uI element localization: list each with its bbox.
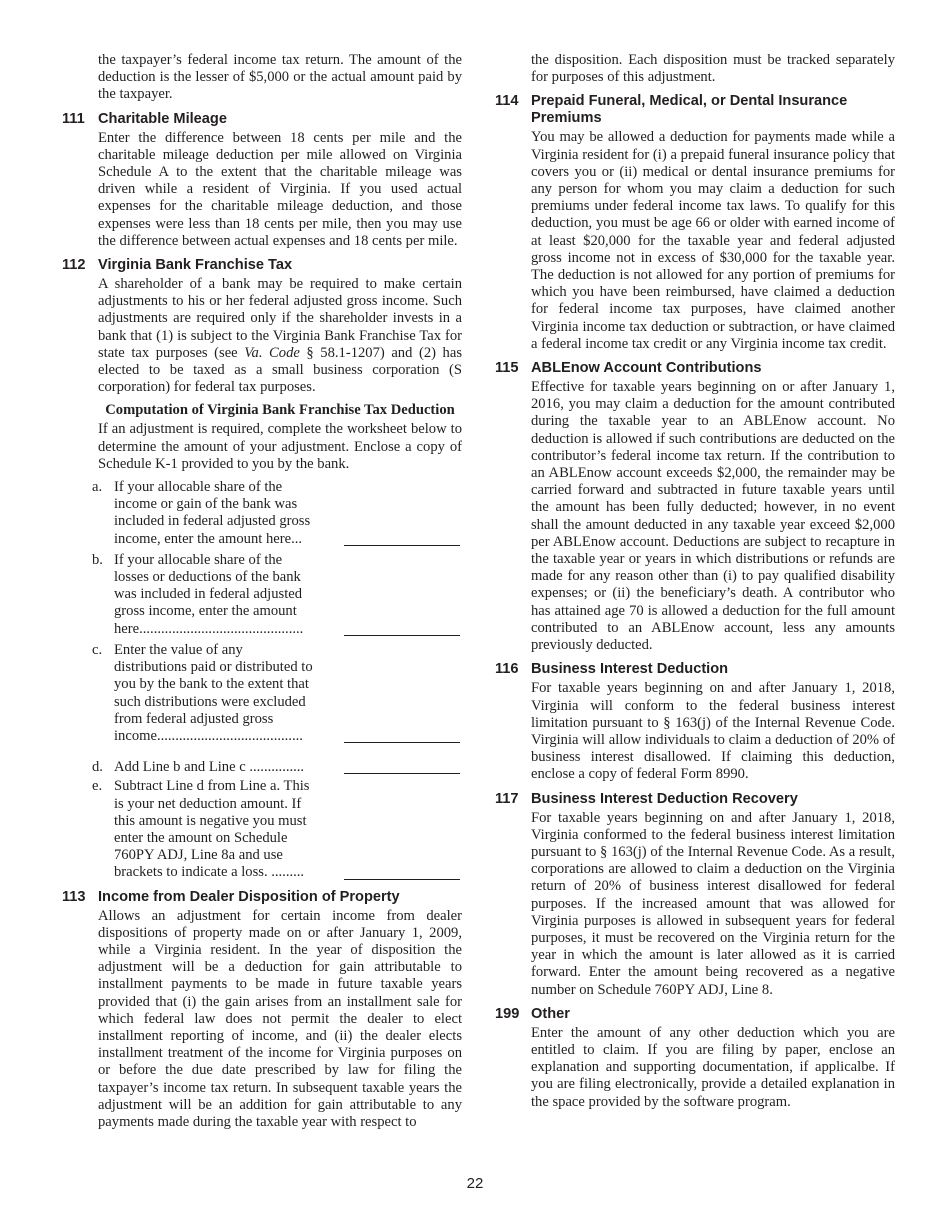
section-title: Virginia Bank Franchise Tax: [98, 257, 293, 274]
continued-paragraph: the taxpayer’s federal income tax return. The amount of the deduction is the lesser of $5,000 or the actual amount paid by the taxpayer.: [98, 52, 462, 103]
right-column: [495, 52, 895, 1111]
amount-entry-line[interactable]: [344, 545, 460, 546]
section-title: Charitable Mileage: [98, 110, 227, 127]
line-text: Enter the value of any distributions paid or distributed to you by the bank to the extent that such distributions were excluded from federal adjusted gross income........................................: [114, 641, 313, 744]
amount-entry-line[interactable]: [344, 635, 460, 636]
amount-entry-line[interactable]: [344, 773, 460, 774]
line-text: If your allocable share of the income or gain of the bank was included in federal adjusted gross income, enter the amount here...: [114, 479, 311, 547]
section-number: 112: [62, 257, 86, 274]
line-letter: b.: [92, 551, 103, 568]
section-113-heading: [62, 889, 462, 906]
section-number: 114: [495, 93, 519, 110]
section-number: 113: [62, 888, 86, 905]
line-letter: e.: [92, 778, 103, 795]
worksheet-line-c: [92, 642, 462, 745]
worksheet-line-a: [92, 479, 462, 548]
section-112-heading: [62, 257, 462, 274]
body-text: A shareholder of a bank may be required to make certain adjustments to his or her federal adjusted gross income. Such adjustments are required only if the shareholder invests in a bank that (1) is subject to the Virginia Bank Franchise Tax for state tax purposes (see: [98, 276, 462, 361]
worksheet: [62, 479, 462, 881]
section-117-body: For taxable years beginning on and after January 1, 2018, Virginia conformed to the federal business interest limitation pursuant to § 163(j) of the Internal Revenue Code. As a result, corporations are allowed to claim a deduction on the Virginia return of 20% of business interest disallowed for federal purposes. If the increased amount that was allowed for Virginia purposes is allowed in subsequent years for federal purposes, it must be recovered on the Virginia return for the year in which the amount is later allowed as it is carried forward. Enter the amount being recovered as a negative number on Schedule 760PY ADJ, Line 8.: [531, 809, 895, 998]
section-116-heading: [495, 661, 895, 678]
section-112-body: [62, 276, 462, 396]
section-title: Other: [531, 1005, 570, 1022]
section-number: 199: [495, 1005, 520, 1022]
section-111-body: Enter the difference between 18 cents per mile and the charitable mileage deduction per mile allowed on Virginia Schedule A to the extent that the charitable mileage was driven while a resident of Virginia. If you used actual expenses for the charitable mileage deduction, and those expenses were less than 18 cents per mile, then you may use the difference between actual expenses and 18 cents per mile.: [98, 129, 462, 249]
line-text: Add Line b and Line c ...............: [114, 759, 305, 776]
section-title: ABLEnow Account Contributions: [531, 360, 762, 377]
section-number: 111: [62, 110, 85, 127]
worksheet-line-d: [92, 759, 462, 776]
worksheet-line-e: [92, 778, 462, 881]
section-199-body: Enter the amount of any other deduction which you are entitled to claim. If you are filing by paper, enclose an explanation and supporting documentation, if applicalbe. If you are filing electronically, provide a detailed explanation in the space provided by the software program.: [531, 1024, 895, 1110]
code-citation: Va. Code: [244, 344, 300, 361]
section-111-heading: [62, 111, 462, 128]
page-number: 22: [466, 1175, 484, 1192]
section-title: Prepaid Funeral, Medical, or Dental Insurance Premiums: [531, 93, 848, 127]
section-title: Business Interest Deduction: [531, 661, 729, 678]
line-letter: c.: [92, 641, 103, 658]
amount-entry-line[interactable]: [344, 879, 460, 880]
left-column: [62, 52, 462, 1131]
worksheet-line-b: [92, 552, 462, 638]
section-title: Income from Dealer Disposition of Property: [98, 888, 400, 905]
section-117-heading: [495, 791, 895, 808]
section-116-body: For taxable years beginning on and after January 1, 2018, Virginia will conform to the federal business interest limitation pursuant to § 163(j) of the Internal Revenue Code. Virginia will allow individuals to claim a deduction of 20% of business interest disallowed. If claiming this deduction, enclose a copy of federal Form 8990.: [531, 680, 895, 783]
section-number: 117: [495, 790, 519, 807]
line-text: Subtract Line d from Line a. This is your net deduction amount. If this amount is negative you must enter the amount on Schedule 760PY ADJ, Line 8a and use brackets to indicate a loss. .........: [114, 778, 310, 881]
section-115-body: Effective for taxable years beginning on or after January 1, 2016, you may claim a deduction for the amount contributed during the taxable year to an ABLEnow account. No deduction is allowed if such contributions are deducted on the contributor’s federal income tax return. If the contribution to an ABLEnow account exceeds $2,000, the remainder may be carried forward and subtracted in future taxable years until the amount has been fully deducted; however, in no event shall the amount deducted in any taxable year exceed $2,000 per ABLEnow account. Deductions are subject to recapture in the taxable year or years in which distributions or refunds are made for any reason other than (i) to pay qualified disability expenses; or (ii) the beneficiary’s death. A contributor who has attained age 70 is allowed a deduction for the full amount contributed to an ABLEnow account, less any amounts previously deducted.: [531, 379, 895, 654]
section-title: Business Interest Deduction Recovery: [531, 790, 798, 807]
section-114-body: You may be allowed a deduction for payments made while a Virginia resident for (i) a prepaid funeral insurance policy that covers you or (ii) medical or dental insurance premiums for any person for whom you may claim a deduction for such premiums under federal income tax laws. To qualify for this deduction, you must be age 66 or older with earned income of at least $20,000 for the taxable year and federal adjusted gross income not in excess of $30,000 for the taxable year. The deduction is not allowed for any portion of premiums for which you have been reimbursed, have claimed a deduction for federal income tax purposes, have claimed another Virginia income tax deduction or subtraction, or have claimed a federal income tax credit or any Virginia income tax credit.: [531, 129, 895, 352]
continued-paragraph: the disposition. Each disposition must be tracked separately for purposes of this adjustment.: [531, 52, 895, 86]
section-115-heading: [495, 360, 895, 377]
body-text: § 58.1-1207) and (2) has elected to be taxed as a small business corporation (S corporation) for federal tax purposes.: [98, 344, 462, 396]
section-number: 115: [495, 360, 519, 377]
section-114-heading: [495, 93, 895, 127]
line-text: If your allocable share of the losses or deductions of the bank was included in federal adjusted gross income, enter the amount here.............................................: [114, 551, 304, 637]
amount-entry-line[interactable]: [344, 742, 460, 743]
section-199-heading: [495, 1006, 895, 1023]
worksheet-title: Computation of Virginia Bank Franchise Tax Deduction: [105, 402, 455, 419]
line-letter: a.: [92, 479, 103, 496]
worksheet-intro: If an adjustment is required, complete the worksheet below to determine the amount of your adjustment. Enclose a copy of Schedule K-1 provided to you by the bank.: [98, 421, 462, 472]
section-number: 116: [495, 661, 519, 678]
line-letter: d.: [92, 759, 103, 776]
section-113-body: Allows an adjustment for certain income from dealer dispositions of property made on or after January 1, 2009, while a Virginia resident. In the year of disposition the adjustment will be a deduction for gain attributable to installment payments to be made in future taxable years provided that (i) the gain arises from an installment sale for which federal law does not permit the dealer to elect installment reporting of income, and (ii) the dealer elects installment treatment of the income for Virginia purposes on or before the due date prescribed by law for filing the taxpayer’s income tax return. In subsequent taxable years the adjustment will be an addition for gain attributable to any payments made during the taxable year with respect to: [98, 907, 462, 1130]
